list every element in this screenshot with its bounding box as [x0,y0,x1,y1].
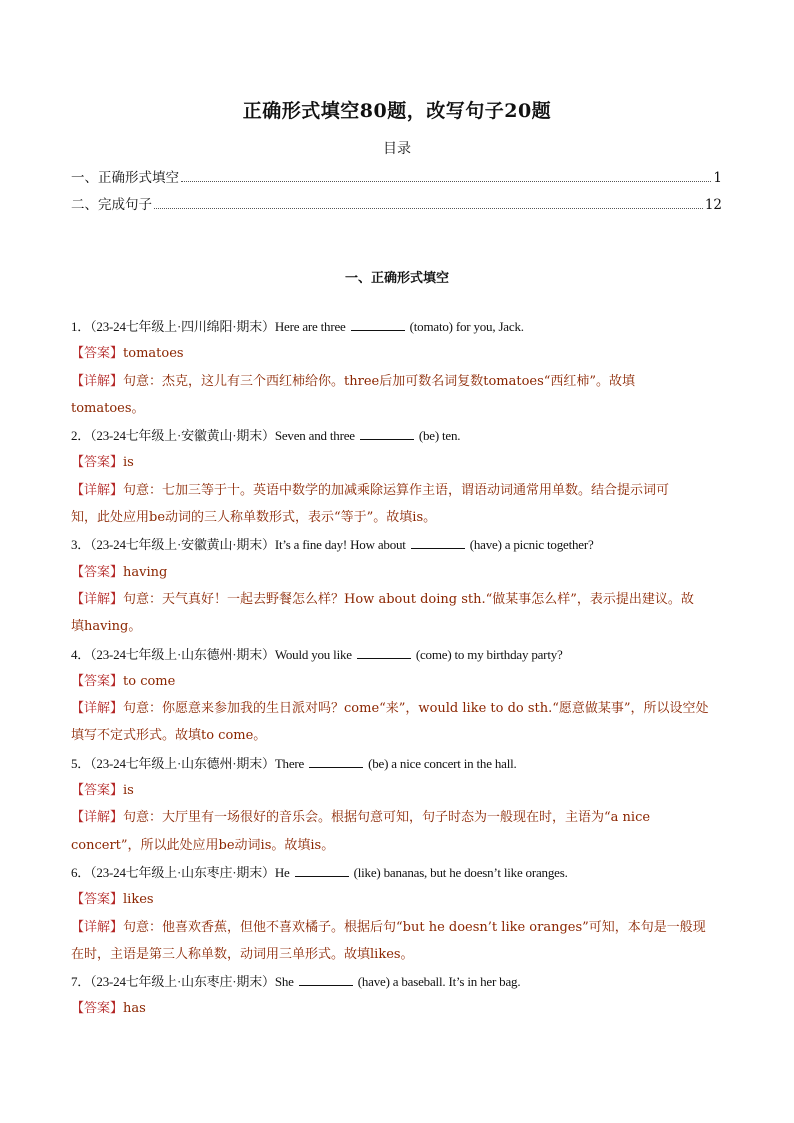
answer-value: tomatoes [123,346,184,362]
detail-line [71,695,722,722]
question-list [71,313,722,1023]
question-text-after: (have) a baseball. It’s in her bag. [357,974,521,990]
answer-label: 【答案】 [71,892,124,908]
answer-line [71,995,722,1022]
answer-label: 【答案】 [71,455,124,471]
detail-label: 【详解】 [71,810,124,826]
question-line [71,968,722,995]
answer-blank [295,864,349,877]
question-text-after: (be) a nice concert in the hall. [368,755,517,771]
toc-entry[interactable] [71,166,722,184]
detail-text: 填having。 [71,619,142,635]
detail-line [71,477,722,504]
question-line [71,859,722,886]
detail-text: 填写不定式形式。故填to come。 [71,728,267,744]
question-number: 7． [71,974,91,990]
answer-label: 【答案】 [71,783,124,799]
answer-blank [360,427,414,440]
detail-line [71,804,722,831]
answer-blank [299,973,353,986]
question-number: 2． [71,428,91,444]
answer-line [71,777,722,804]
question-line [71,750,722,777]
detail-text: 句意：你愿意来参加我的生日派对吗？come“来”，would like to do sth.“愿意做某事”，所以设空处 [123,701,709,717]
answer-blank [309,755,363,768]
detail-text: 句意：天气真好！一起去野餐怎么样？How about doing sth.“做某事怎么样”，表示提出建议。故 [123,591,694,607]
answer-label: 【答案】 [71,564,124,580]
detail-line [71,941,722,968]
question-source: （23-24七年级上·山东枣庄·期末） [90,974,275,990]
answer-blank [411,536,465,549]
question-text-before: He [274,864,290,880]
detail-label: 【详解】 [71,591,124,607]
answer-value: is [123,455,134,471]
toc-entry-label: 二、完成句子 [71,197,152,213]
detail-text: 句意：七加三等于十。英语中数学的加减乘除运算作主语，谓语动词通常用单数。结合提示词可 [123,482,670,498]
question-source: （23-24七年级上·山东德州·期末） [90,646,275,662]
detail-text: tomatoes。 [71,400,145,416]
page-title: 正确形式填空80题，改写句子20题 [242,100,552,122]
answer-value: has [123,1001,146,1017]
answer-value: having [123,564,168,580]
detail-text: 句意：大厅里有一场很好的音乐会。根据句意可知，句子时态为一般现在时，主语为“a nice [123,810,651,826]
detail-line [71,586,722,613]
detail-label: 【详解】 [71,482,124,498]
answer-blank [357,646,411,659]
question-text-after: (have) a picnic together? [469,537,594,553]
question-number: 1． [71,319,91,334]
question-line [71,422,722,449]
detail-label: 【详解】 [71,701,124,717]
detail-line [71,914,722,941]
detail-label: 【详解】 [71,919,124,935]
detail-text: 句意：他喜欢香蕉，但他不喜欢橘子。根据后句“but he doesn’t like oranges”可知，本句是一般现 [123,919,706,935]
answer-value: likes [123,892,154,908]
detail-text: concert”，所以此处应用be动词is。故填is。 [71,837,335,853]
detail-line [71,832,722,859]
answer-value: to come [123,673,176,689]
question-source: （23-24七年级上·四川绵阳·期末） [90,319,275,334]
answer-label: 【答案】 [71,346,124,362]
detail-line [71,395,722,422]
toc-heading: 目录 [383,141,411,157]
question-text-after: (come) to my birthday party? [415,646,563,662]
answer-line [71,449,722,476]
question-text-after: (be) ten. [418,428,461,444]
question-source: （23-24七年级上·安徽黄山·期末） [90,428,275,444]
detail-label: 【详解】 [71,373,124,389]
answer-line [71,559,722,586]
question-text-after: (like) bananas, but he doesn’t like oranges. [353,864,568,880]
section-heading: 一、正确形式填空 [344,271,449,286]
detail-text: 句意：杰克，这儿有三个西红柿给你。three后加可数名词复数tomatoes“西红柿”。故填 [123,373,636,389]
detail-line [71,722,722,749]
toc-entry-label: 一、正确形式填空 [71,170,179,186]
question-line [71,531,722,558]
answer-line [71,668,722,695]
question-number: 5． [71,755,91,771]
detail-text: 知，此处应用be动词的三人称单数形式，表示“等于”。故填is。 [71,510,437,526]
question-text-after: (tomato) for you, Jack. [409,319,524,334]
question-number: 3． [71,537,91,553]
question-source: （23-24七年级上·安徽黄山·期末） [90,537,275,553]
question-text-before: Seven and three [274,428,355,444]
question-text-before: Here are three [274,319,346,334]
detail-line [71,613,722,640]
answer-value: is [123,783,134,799]
toc-leader-dots [181,170,711,182]
question-text-before: There [274,755,305,771]
question-line [71,641,722,668]
answer-label: 【答案】 [71,673,124,689]
answer-line [71,340,722,367]
question-number: 4． [71,646,91,662]
question-line [71,313,722,340]
question-text-before: It’s a fine day! How about [274,537,406,553]
question-source: （23-24七年级上·山东枣庄·期末） [90,864,275,880]
question-number: 6． [71,864,91,880]
toc-leader-dots [154,197,703,209]
detail-line [71,504,722,531]
detail-text: 在时，主语是第三人称单数，动词用三单形式。故填likes。 [71,946,414,962]
detail-line [71,368,722,395]
answer-line [71,886,722,913]
answer-label: 【答案】 [71,1001,124,1017]
toc-entry-page: 1 [713,170,722,186]
question-text-before: Would you like [274,646,352,662]
question-source: （23-24七年级上·山东德州·期末） [90,755,275,771]
toc-entry[interactable] [71,193,722,211]
question-text-before: She [274,974,294,990]
toc-entry-page: 12 [704,197,722,213]
answer-blank [351,318,405,331]
